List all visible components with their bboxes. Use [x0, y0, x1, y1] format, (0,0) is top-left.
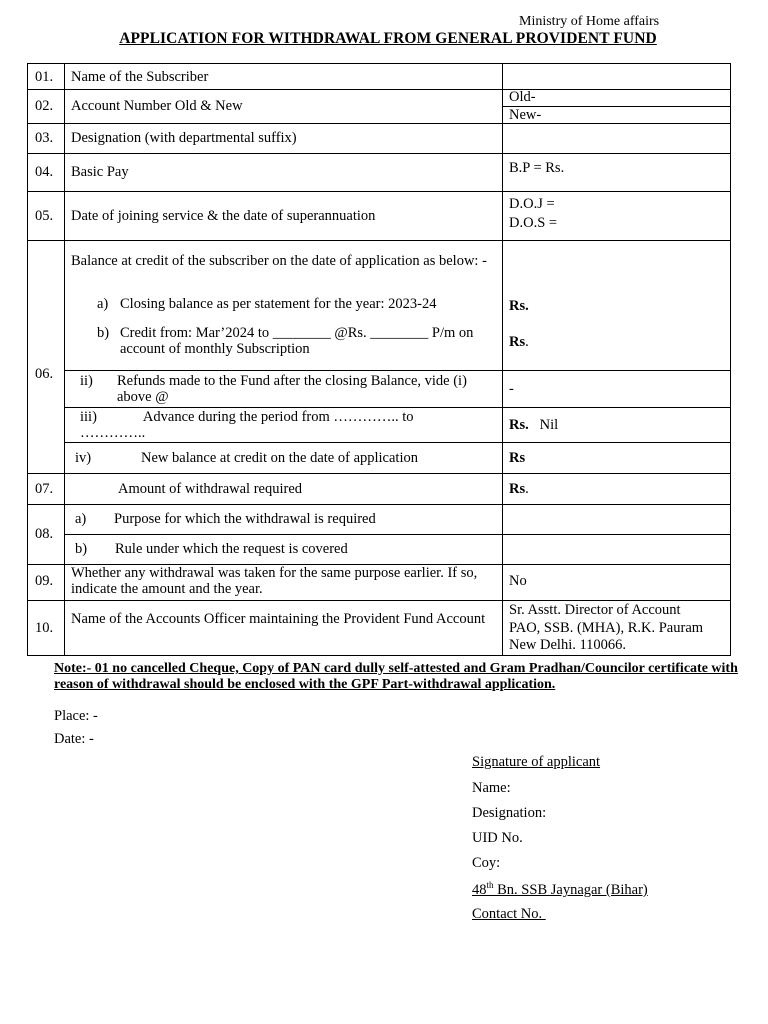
accounts-officer-line3: New Delhi. 110066. — [509, 637, 627, 653]
row-09-label: Whether any withdrawal was taken for the same purpose earlier. If so, indicate the amount and the year. — [71, 565, 478, 597]
enclosure-note: Note:- 01 no cancelled Cheque, Copy of PAN card dully self-attested and Gram Pradhan/Councilor certificate with reason of withdrawal should be enclosed with the GPF Part-withdrawal application. — [54, 661, 738, 692]
row-06-ii-text: Refunds made to the Fund after the closing Balance, vide (i) above @ — [117, 373, 467, 405]
row-06-iv-text: New balance at credit on the date of application — [141, 450, 418, 466]
battalion-ordinal: th — [486, 880, 494, 890]
row-03-number: 03. — [35, 130, 54, 146]
row-09-number: 09. — [35, 573, 54, 589]
row-06-number: 06. — [35, 366, 54, 382]
row-06-b-text: Credit from: Mar’2024 to ________ @Rs. ________ P/m on account of monthly Subscription — [120, 325, 474, 357]
new-balance-value[interactable]: Rs — [509, 450, 526, 466]
date-label: Date: - — [54, 731, 94, 747]
row-06-a-text: Closing balance as per statement for the year: 2023-24 — [120, 296, 437, 312]
row-04-label: Basic Pay — [71, 164, 129, 180]
row-05-number: 05. — [35, 208, 54, 224]
row-06-ii-mark: ii) — [80, 373, 93, 389]
row-07-label: Amount of withdrawal required — [118, 481, 303, 497]
row-08-a-text: Purpose for which the withdrawal is required — [114, 511, 376, 527]
row-08-b-text: Rule under which the request is covered — [115, 541, 348, 557]
row-01-number: 01. — [35, 69, 54, 85]
advance-rs: Rs. — [509, 417, 529, 433]
row-06-a-mark: a) — [97, 296, 109, 312]
row-06-iv-mark: iv) — [75, 450, 92, 466]
row-06-iii-desc: Advance during the period from ………….. to ………….. — [80, 409, 414, 441]
row-10-number: 10. — [35, 620, 54, 636]
row-06-iii-text — [80, 409, 440, 441]
row-08-a-mark: a) — [75, 511, 87, 527]
credit-value-rs: Rs — [509, 334, 526, 350]
row-03-label: Designation (with departmental suffix) — [71, 130, 297, 146]
row-01-label: Name of the Subscriber — [71, 69, 209, 85]
battalion-name: Bn. SSB Jaynagar (Bihar) — [493, 881, 648, 898]
credit-value[interactable] — [509, 334, 529, 350]
row-02-number: 02. — [35, 98, 54, 114]
uid-label: UID No. — [472, 830, 523, 846]
refunds-value[interactable]: - — [509, 381, 514, 397]
withdrawal-amount-value[interactable] — [509, 481, 529, 497]
withdrawal-amount-rs: Rs — [509, 481, 526, 497]
coy-label: Coy: — [472, 855, 501, 871]
row-06-intro: Balance at credit of the subscriber on the date of application as below: - — [71, 253, 487, 269]
designation-label: Designation: — [472, 805, 547, 821]
basic-pay-value[interactable]: B.P = Rs. — [509, 160, 565, 176]
place-label: Place: - — [54, 708, 98, 724]
row-02-label: Account Number Old & New — [71, 98, 243, 114]
advance-value[interactable] — [509, 417, 558, 433]
accounts-officer-line2: PAO, SSB. (MHA), R.K. Pauram — [509, 620, 704, 636]
closing-balance-value[interactable]: Rs. — [509, 298, 529, 314]
doj-value[interactable]: D.O.J = — [509, 196, 555, 212]
row-04-number: 04. — [35, 164, 54, 180]
row-07-number: 07. — [35, 481, 54, 497]
row-08-b-mark: b) — [75, 541, 88, 557]
contact-label: Contact No. — [472, 906, 546, 922]
account-new[interactable]: New- — [509, 107, 542, 123]
name-label: Name: — [472, 780, 511, 796]
credit-value-period: . — [525, 334, 529, 350]
account-old[interactable]: Old- — [509, 89, 536, 105]
dos-value[interactable]: D.O.S = — [509, 215, 558, 231]
application-table — [27, 63, 731, 656]
withdrawal-amount-period: . — [525, 481, 529, 497]
battalion-label — [472, 880, 648, 899]
row-10-label: Name of the Accounts Officer maintaining the Provident Fund Account — [71, 611, 486, 627]
ministry-label: Ministry of Home affairs — [519, 14, 660, 29]
row-05-label: Date of joining service & the date of superannuation — [71, 208, 376, 224]
previous-withdrawal-value[interactable]: No — [509, 573, 527, 589]
form-title: APPLICATION FOR WITHDRAWAL FROM GENERAL PROVIDENT FUND — [119, 30, 657, 47]
battalion-number: 48 — [472, 881, 487, 898]
row-08-number: 08. — [35, 526, 54, 542]
row-06-iii-mark: iii) — [80, 409, 97, 425]
row-06-b-mark: b) — [97, 325, 110, 341]
signature-label: Signature of applicant — [472, 754, 601, 770]
advance-nil: Nil — [539, 417, 559, 433]
accounts-officer-line1: Sr. Asstt. Director of Account — [509, 602, 681, 618]
